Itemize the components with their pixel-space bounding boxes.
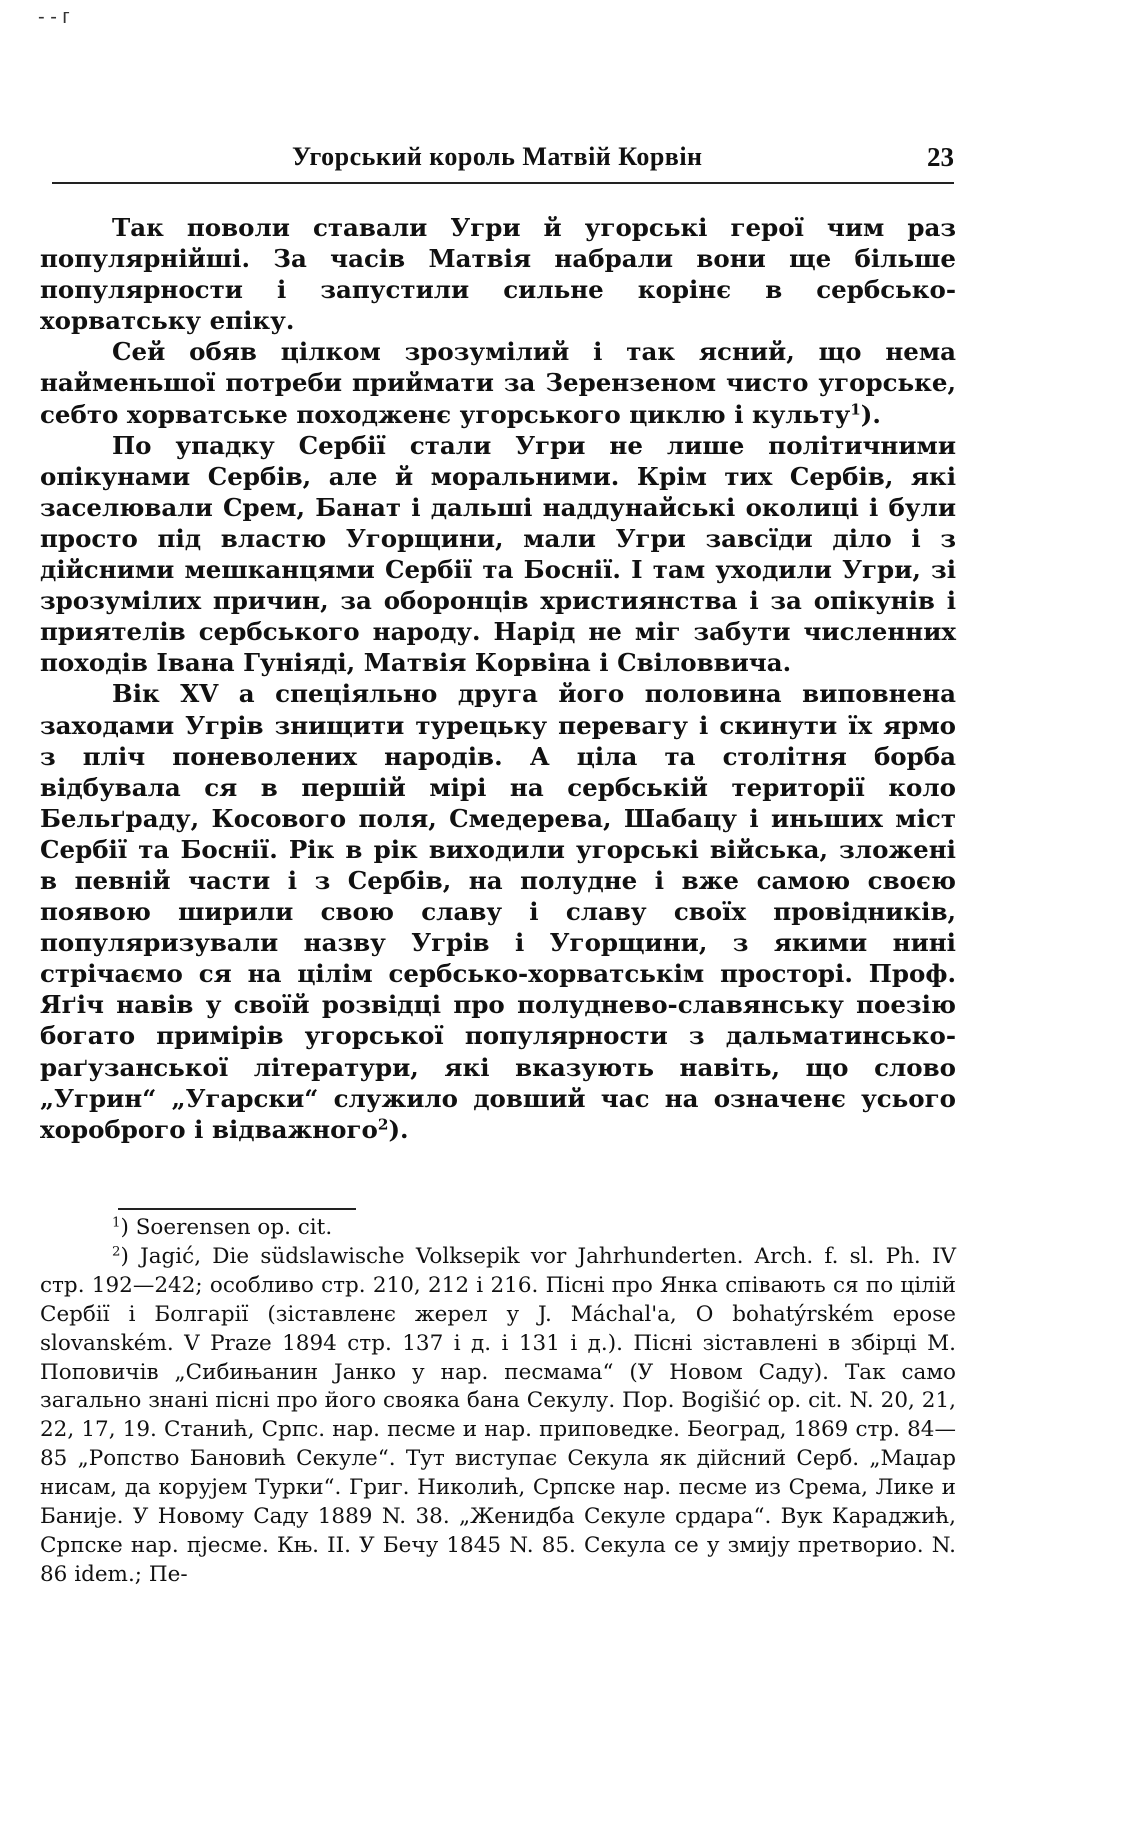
- corner-mark: - - г: [38, 6, 70, 28]
- footnote: [40, 1243, 956, 1590]
- page-number: 23: [927, 142, 954, 172]
- text-run: Вік XV а спеціяльно друга його половина виповнена заходами Угрів знищити турецьку перевагу і скинути їх ярмо з пліч поневолених народів. А ціла та столітня борба відбувала ся в першій мірі на сербській території коло Бельґраду, Косового поля, Смедерева, Шабацу і иньших міст Сербії та Боснії. Рік в рік виходили угорські війська, зложені в певній части і з Сербів, на полудне і вже самою своєю появою ширили свою славу і славу своїх провідників, популяризували назву Угрів і Угорщини, з якими нині стрічаємо ся на цілім сербсько-хорватськім просторі. Проф. Яґіч навів у своїй розвідці про полуднево-славянську поезію богато примірів угорської популярности з дальматинсько-раґузанської літератури, які вказують навіть, що слово „Угрин“ „Угарски“ служило довший час на означенє усього хороброго і відважного: [40, 679, 956, 1144]
- body-paragraph: [40, 678, 956, 1144]
- text-run: Сей обяв цілком зрозумілий і так ясний, що нема найменьшої потреби приймати за Зерензеном чисто угорське, себто хорватське походженє угорського циклю і культу: [40, 337, 956, 429]
- text-run: ).: [388, 1114, 409, 1144]
- footnote-separator-rule: [118, 1208, 356, 1210]
- footnote-marker: 2: [377, 1115, 389, 1134]
- text-run: ).: [860, 399, 881, 429]
- text-run: ) Jagić, Die südslawische Volksepik vor Jahrhunderten. Arch. f. sl. Ph. IV стр. 192—242; особливо стр. 210, 212 і 216. Пісні про Янка співають ся по цілій Сербії і Болгарії (зіставленє жерел у J. Máchal'a, O bohatýrském epose slovanském. V Praze 1894 стр. 137 і д. і 131 і д.). Пісні зіставлені в збірці М. Поповичів „Сибињанин Јанко у нар. песмама“ (У Новом Саду). Так само загально знані пісні про його свояка бана Секулу. Пор. Bogišić op. cit. N. 20, 21, 22, 17, 19. Станић, Српс. нар. песме и нар. приповедке. Београд, 1869 стр. 84—85 „Ропство Бановић Секуле“. Тут виступає Секула як дійсний Серб. „Маџар нисам, да коруjем Турки“. Григ. Николић, Српске нар. песме из Срема, Лике и Баније. У Новому Саду 1889 N. 38. „Женидба Секуле срдара“. Вук Караджић, Српске нар. пјесме. Књ. II. У Бечу 1845 N. 85. Секула се у змију претворио. N. 86 idem.; Пе-: [40, 1243, 956, 1587]
- body-text: [40, 212, 956, 1145]
- header-rule: [52, 182, 954, 184]
- text-run: Так поволи ставали Угри й угорські герої чим раз популярнійші. За часів Матвія набрали вони ще більше популярности і запустили сильне корінє в сербсько-хорватську епіку.: [40, 213, 956, 336]
- body-paragraph: [40, 336, 956, 429]
- text-run: По упадку Сербії стали Угри не лише політичними опікунами Сербів, але й моральними. Крім тих Сербів, які заселювали Срем, Банат і дальші наддунайські околиці і були просто під властю Угорщини, мали Угри завсїди діло і з дійсними мешканцями Сербії та Боснії. І там уходили Угри, зі зрозумілих причин, за оборонців християнства і за опікунів і приятелів сербського народу. Нарід не міг забути численних походів Івана Гуніяді, Матвія Корвіна і Свіловвича.: [40, 430, 956, 678]
- footnote: [40, 1214, 956, 1243]
- running-title: Угорський король Матвій Корвін: [292, 142, 703, 171]
- body-paragraph: [40, 212, 956, 336]
- body-paragraph: [40, 430, 956, 679]
- footnote-marker: 1: [112, 1215, 121, 1231]
- footnote-marker: 2: [112, 1244, 121, 1260]
- footnote-marker: 1: [850, 400, 861, 419]
- text-run: ) Soerensen op. cit.: [120, 1215, 333, 1240]
- page-header: [52, 138, 954, 178]
- footnotes: [40, 1214, 956, 1590]
